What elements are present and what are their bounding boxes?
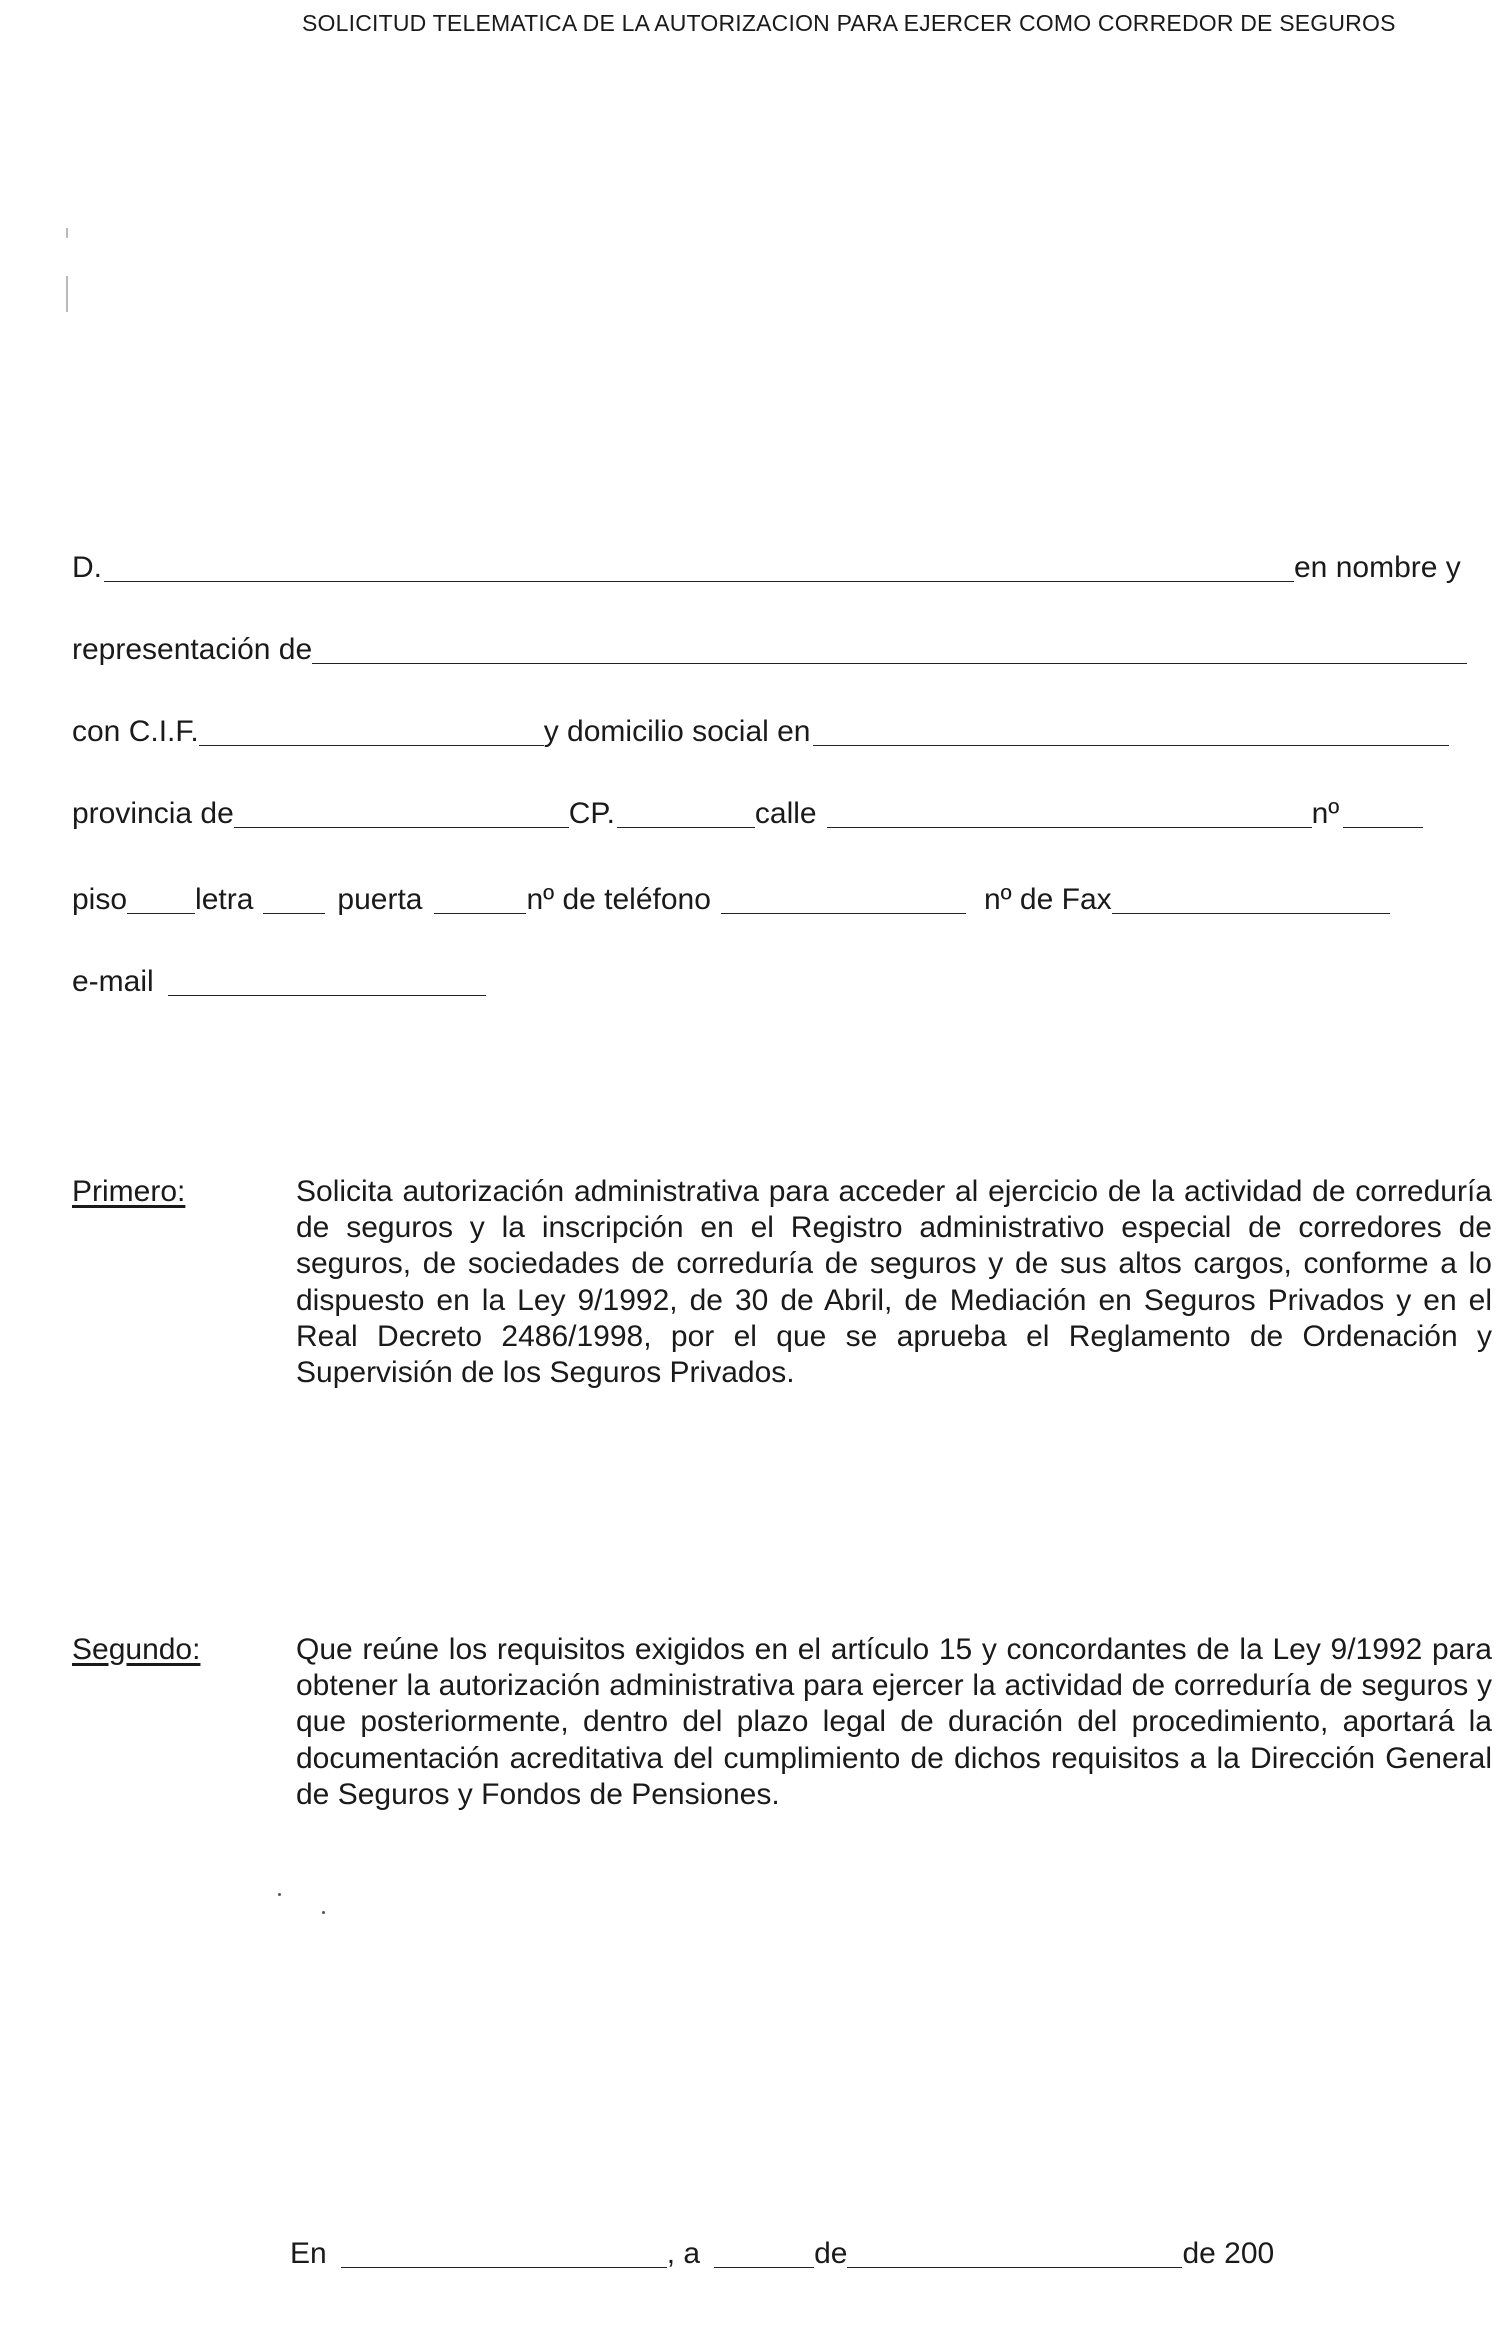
scan-mark xyxy=(278,1893,281,1896)
calle-field[interactable] xyxy=(827,799,1312,828)
label-cp: CP. xyxy=(568,797,615,830)
day-field[interactable] xyxy=(714,2239,814,2268)
cif-field[interactable] xyxy=(199,717,544,746)
date-line xyxy=(290,2232,1390,2272)
label-de-month: de xyxy=(814,2237,848,2270)
label-numero: nº xyxy=(1311,797,1340,830)
puerta-field[interactable] xyxy=(434,885,526,914)
representation-field[interactable] xyxy=(312,635,1467,664)
label-telefono: nº de teléfono xyxy=(526,883,711,916)
letra-field[interactable] xyxy=(263,885,325,914)
cp-field[interactable] xyxy=(617,799,755,828)
section-primero xyxy=(72,1174,1492,1394)
email-field[interactable] xyxy=(168,967,486,996)
label-calle: calle xyxy=(754,797,817,830)
scan-mark xyxy=(322,1911,325,1914)
label-puerta: puerta xyxy=(337,883,423,916)
label-representacion: representación de xyxy=(72,633,313,666)
form-line-name xyxy=(72,546,1492,586)
segundo-text: Que reúne los requisitos exigidos en el artículo 15 y concordantes de la Ley 9/1992 para obtener la autorización administrativa para ejercer la actividad de correduría de seguros y que posteriormente, dentro del plazo legal de duración del procedimiento, aportará la documentación acreditativa del cumplimiento de dichos requisitos a la Dirección General de Seguros y Fondos de Pensiones. xyxy=(296,1633,1492,1811)
label-piso: piso xyxy=(72,883,128,916)
section-segundo xyxy=(72,1632,1492,1817)
fax-field[interactable] xyxy=(1112,885,1390,914)
label-a: , a xyxy=(666,2237,701,2270)
telefono-field[interactable] xyxy=(721,885,966,914)
form-line-address xyxy=(72,792,1492,832)
domicilio-field[interactable] xyxy=(813,717,1449,746)
piso-field[interactable] xyxy=(127,885,195,914)
label-domicilio: y domicilio social en xyxy=(543,715,811,748)
primero-label: Primero: xyxy=(72,1175,186,1208)
label-en-nombre: en nombre y xyxy=(1294,551,1461,584)
segundo-label: Segundo: xyxy=(72,1633,201,1666)
primero-text: Solicita autorización administrativa para acceder al ejercicio de la actividad de correduría de seguros y la inscripción en el Registro administrativo especial de corredores de seguros, de sociedades de correduría de seguros y de sus altos cargos, conforme a lo dispuesto en la Ley 9/1992, de 30 de Abril, de Mediación en Seguros Privados y en el Real Decreto 2486/1998, por el que se aprueba el Reglamento de Ordenación y Supervisión de los Seguros Privados. xyxy=(296,1175,1492,1390)
form-line-representation xyxy=(72,628,1492,668)
scan-mark xyxy=(66,228,68,238)
document-title: SOLICITUD TELEMATICA DE LA AUTORIZACION PARA EJERCER COMO CORREDOR DE SEGUROS xyxy=(302,10,1396,36)
numero-field[interactable] xyxy=(1343,799,1423,828)
label-de-year: de 200 xyxy=(1182,2237,1275,2270)
label-provincia: provincia de xyxy=(72,797,234,830)
label-d: D. xyxy=(72,551,102,584)
form-line-cif xyxy=(72,710,1492,750)
provincia-field[interactable] xyxy=(234,799,569,828)
label-fax: nº de Fax xyxy=(983,883,1112,916)
place-field[interactable] xyxy=(341,2239,667,2268)
name-field[interactable] xyxy=(104,553,1294,582)
form-line-contact xyxy=(72,878,1492,918)
month-field[interactable] xyxy=(847,2239,1182,2268)
label-email: e-mail xyxy=(72,965,154,998)
label-cif: con C.I.F. xyxy=(72,715,199,748)
scan-mark xyxy=(66,276,68,312)
label-letra: letra xyxy=(195,883,254,916)
form-line-email xyxy=(72,960,1492,1000)
label-en: En xyxy=(290,2237,327,2270)
